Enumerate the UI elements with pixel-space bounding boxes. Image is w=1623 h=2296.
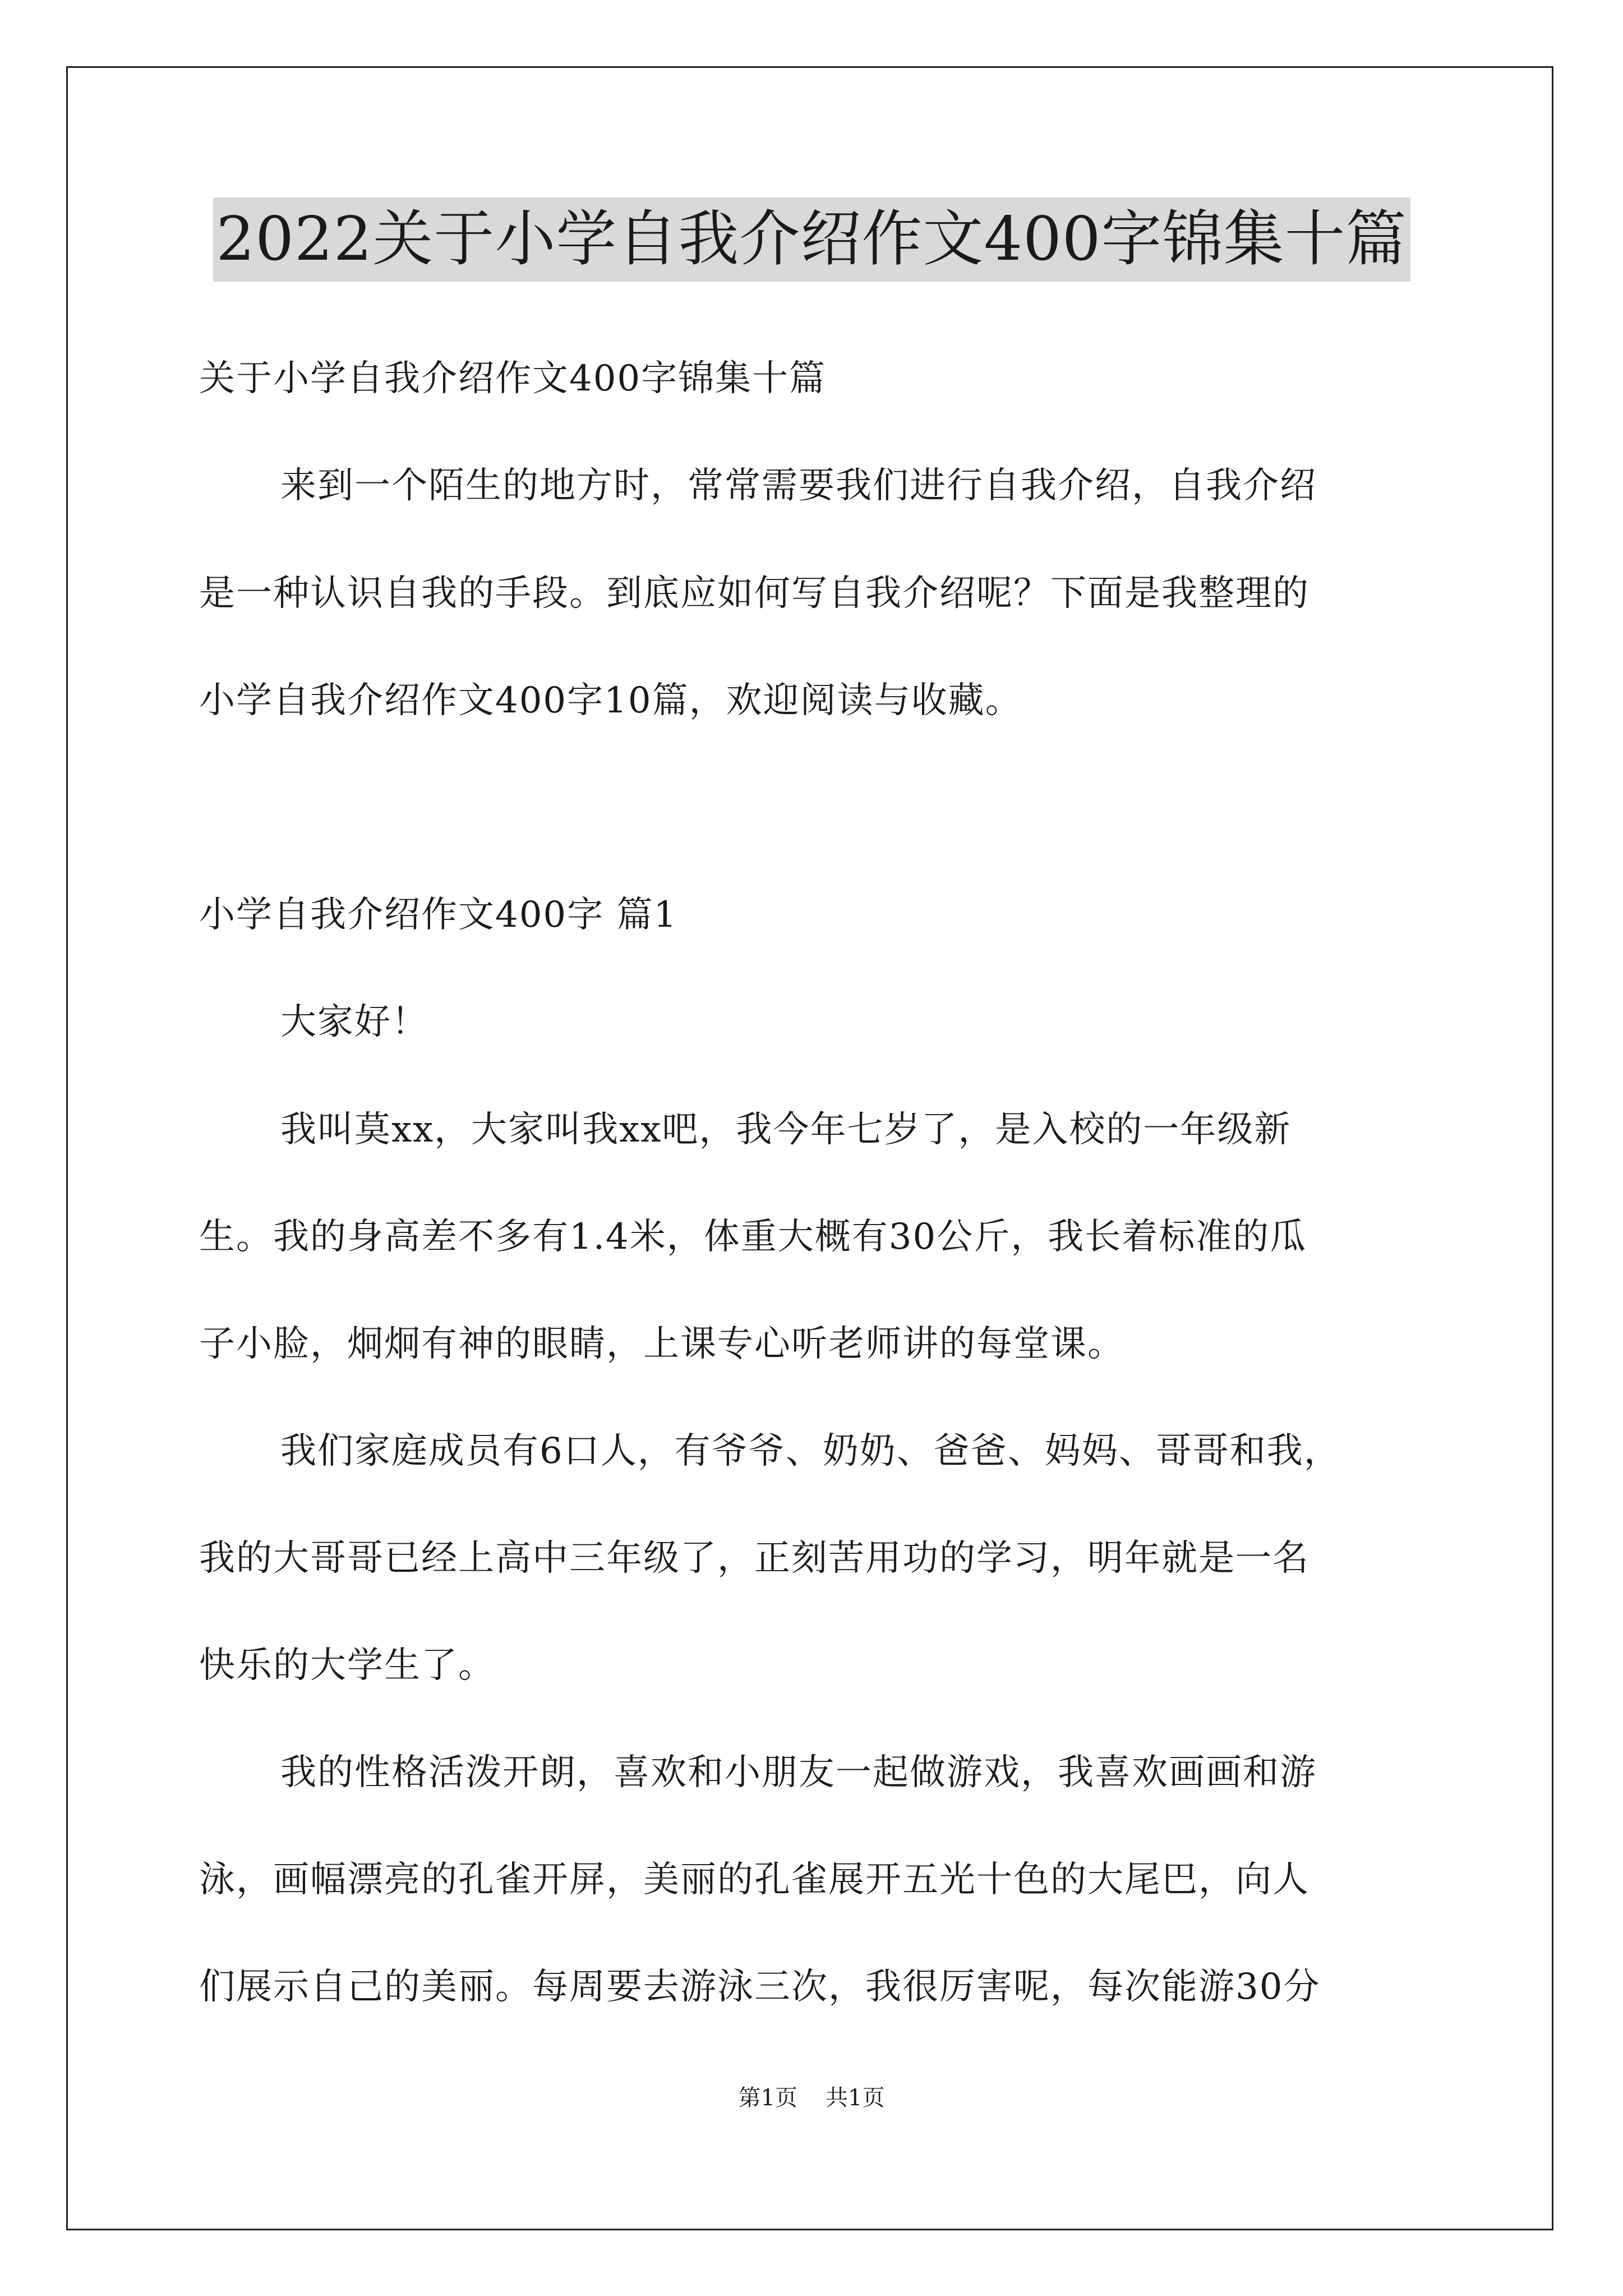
para2-line-2: 我的大哥哥已经上高中三年级了，正刻苦用功的学习，明年就是一名 [199,1538,1310,1579]
para1-line-3: 子小脸，炯炯有神的眼睛，上课专心听老师讲的每堂课。 [199,1323,1124,1365]
greeting: 大家好！ [280,1001,428,1043]
title-container [0,197,1623,282]
para1-line-2: 生。我的身高差不多有1.4米，体重大概有30公斤，我长着标准的瓜 [199,1216,1307,1258]
para3-line-1: 我的性格活泼开朗，喜欢和小朋友一起做游戏，我喜欢画画和游 [280,1752,1317,1793]
document-subtitle: 关于小学自我介绍作文400字锦集十篇 [199,358,827,399]
page-number-total: 共1页 [826,2085,885,2111]
page-footer [0,2081,1623,2115]
para3-line-3: 们展示自己的美丽。每周要去游泳三次，我很厉害呢，每次能游30分 [199,1966,1321,2008]
intro-line-2: 是一种认识自我的手段。到底应如何写自我介绍呢？下面是我整理的 [199,573,1310,614]
page-number-current: 第1页 [738,2085,797,2111]
document-title: 2022关于小学自我介绍作文400字锦集十篇 [213,197,1410,282]
intro-line-3: 小学自我介绍作文400字10篇，欢迎阅读与收藏。 [199,680,1022,721]
para1-line-1: 我叫莫xx，大家叫我xx吧，我今年七岁了，是入校的一年级新 [280,1109,1292,1151]
para3-line-2: 泳，画幅漂亮的孔雀开屏，美丽的孔雀展开五光十色的大尾巴，向人 [199,1859,1310,1901]
para2-line-3: 快乐的大学生了。 [199,1645,495,1686]
intro-line-1: 来到一个陌生的地方时，常常需要我们进行自我介绍，自我介绍 [280,465,1317,507]
para2-line-1: 我们家庭成员有6口人，有爷爷、奶奶、爸爸、妈妈、哥哥和我， [280,1430,1341,1472]
section-heading: 小学自我介绍作文400字 篇1 [199,894,678,936]
